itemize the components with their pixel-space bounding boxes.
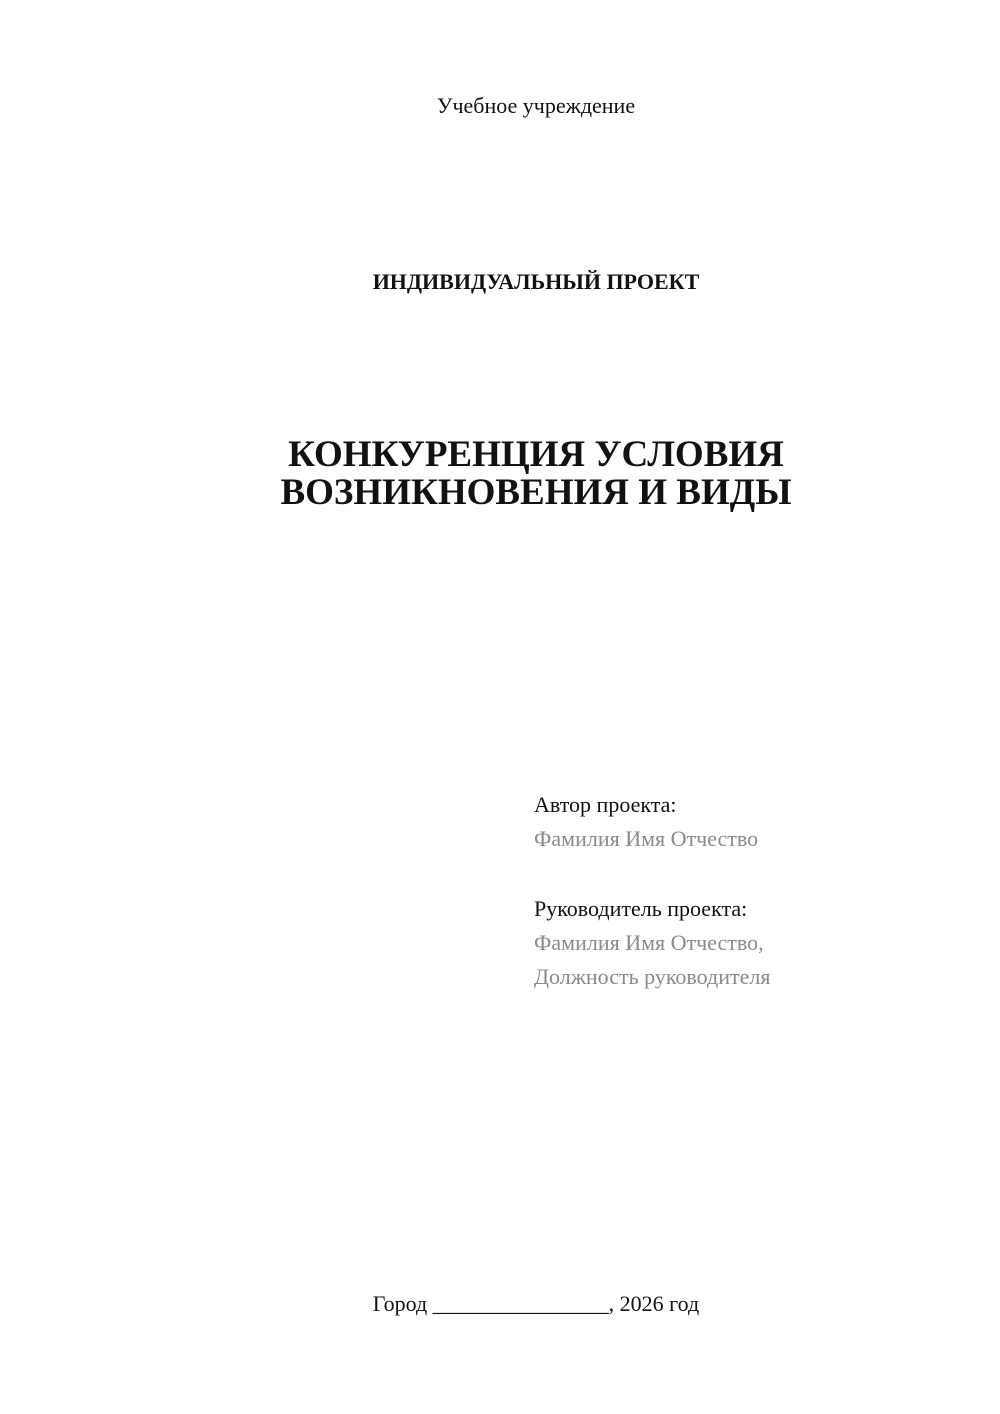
supervisor-name: Фамилия Имя Отчество, — [534, 930, 764, 955]
author-label: Автор проекта: — [534, 792, 677, 817]
document-type: ИНДИВИДУАЛЬНЫЙ ПРОЕКТ — [372, 269, 700, 294]
project-title-line-1: КОНКУРЕНЦИЯ УСЛОВИЯ — [288, 434, 784, 475]
city-year-line: Город ________________, 2026 год — [372, 1291, 700, 1316]
project-info-block — [534, 788, 974, 994]
project-title — [0, 436, 1000, 512]
info-spacer — [534, 856, 974, 892]
supervisor-position: Должность руководителя — [534, 964, 771, 989]
institution-name: Учебное учреждение — [436, 93, 636, 118]
supervisor-label: Руководитель проекта: — [534, 896, 748, 921]
project-title-line-2: ВОЗНИКНОВЕНИЯ И ВИДЫ — [280, 472, 792, 513]
author-name: Фамилия Имя Отчество — [534, 826, 759, 851]
